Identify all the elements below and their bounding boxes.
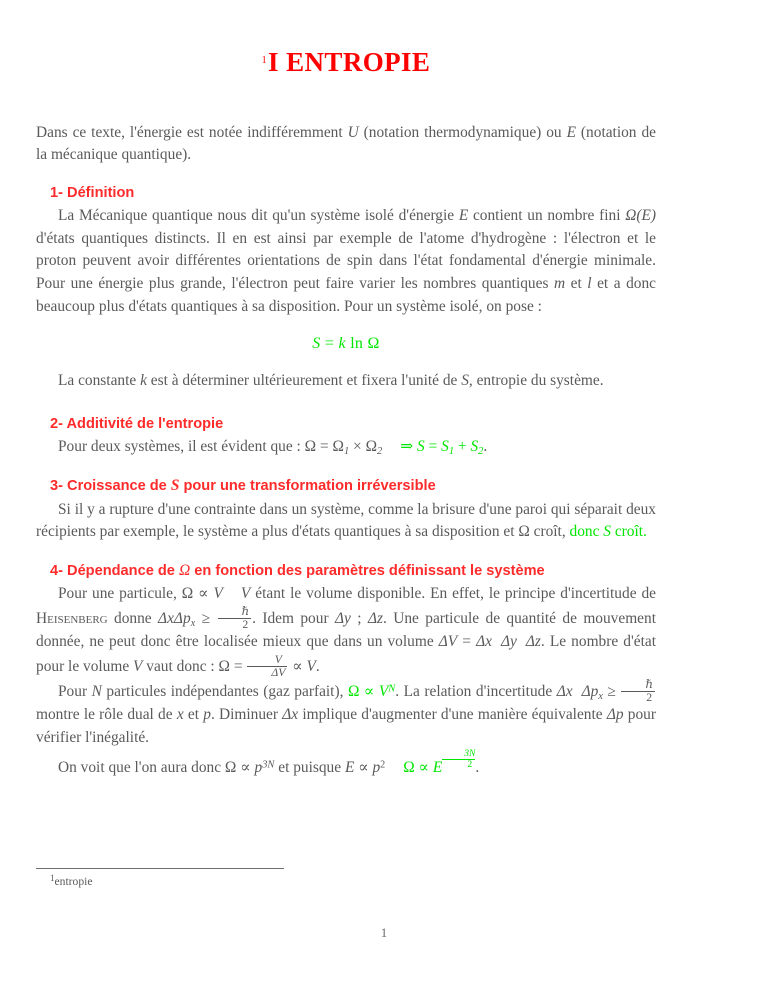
- symbol-e: E: [566, 123, 576, 141]
- s1-sym-e: E: [458, 207, 469, 225]
- s2-omega1: Ω: [332, 438, 344, 456]
- s4p1-omega: Ω: [181, 585, 194, 603]
- footnote-entry: [36, 873, 656, 889]
- section-heading-croissance: [36, 475, 656, 496]
- s3-t1: Si il y a rupture d'une contrainte dans un système, comme la brisure d'une paroi qui séparait deux récipients par exemple, le système a plus d'états quantiques à sa disposition et: [36, 500, 656, 541]
- s2-times: ×: [349, 438, 366, 456]
- section-1-paragraph: [36, 205, 656, 318]
- s4p2-t8: pour vérifier l'inégalité.: [36, 706, 656, 746]
- s4p1-frac-den: 2: [218, 618, 252, 631]
- section-4-paragraph-3: [36, 749, 656, 780]
- footnote-area: [36, 868, 656, 889]
- page-title: [36, 48, 656, 78]
- s1-sym-omega-e: Ω(E): [625, 207, 656, 225]
- intro-line2b: (notation de la mécanique quantique).: [36, 123, 656, 164]
- s2-omega2: Ω: [365, 438, 378, 456]
- s4p1-t6: ;: [350, 610, 368, 628]
- s4-heading-post: en fonction des paramètres définissant le système: [190, 562, 545, 579]
- s1-t1: La Mécanique quantique nous dit qu'un système isolé d'énergie: [58, 207, 459, 225]
- s4p1-t3: étant le volume disponible. En effet, le principe d'incertitude de: [250, 585, 656, 603]
- s4p2-frac-num: ℏ: [645, 677, 653, 691]
- footnote-divider: [36, 868, 284, 869]
- s4p1-v-over-dv: [247, 654, 287, 679]
- s4p3-p2-sup: 2: [380, 759, 386, 771]
- s2-equals: =: [316, 438, 333, 456]
- footnote-label: entropie: [54, 874, 93, 888]
- intro-line1a: Dans ce texte, l'énergie est notée indifféremment: [36, 123, 348, 141]
- s4p3-p-sup: 3N: [262, 759, 275, 771]
- section-3-paragraph: [36, 499, 656, 544]
- s3-green-a: donc: [569, 523, 604, 541]
- s4p2-green-v: V: [378, 682, 389, 700]
- s2-green-s: S: [417, 438, 425, 456]
- s4p3-omega: Ω: [224, 759, 237, 777]
- s4p3-green-exponent-fraction: [442, 749, 475, 769]
- s4p2-t6: . Diminuer: [210, 706, 283, 724]
- s3-green-s: S: [603, 523, 611, 541]
- s4p1-dp-sub: x: [190, 617, 196, 629]
- s2-green-s1-sub: 1: [448, 445, 455, 457]
- s4p2-p: p: [203, 706, 211, 724]
- s4p3-green-e: E: [432, 759, 443, 777]
- s4p2-dp: Δp: [581, 682, 599, 700]
- equation-entropy-boltzmann: [36, 335, 656, 353]
- s2-omega1-sub: 1: [343, 445, 350, 457]
- section-heading-dependance: [36, 560, 656, 582]
- section-4-paragraph-2: [36, 679, 656, 750]
- s1-sym-l: l: [587, 275, 592, 293]
- s4p1-frac2-num: V: [274, 653, 282, 666]
- eq-equals: =: [320, 335, 339, 353]
- s4p2-green-omega: Ω: [347, 682, 360, 700]
- s1a-t3: , entropie du système.: [468, 372, 604, 390]
- eq-ln: ln: [345, 335, 368, 353]
- s4p2-dx: Δx: [556, 682, 573, 700]
- s2-green-plus: +: [454, 438, 471, 456]
- s4p1-t1: Pour une particule,: [58, 585, 182, 603]
- s4p1-eq: =: [457, 633, 477, 651]
- s4p2-t7: implique d'augmenter d'une manière équivalente: [298, 706, 607, 724]
- s4p1-t4: donne: [107, 610, 159, 628]
- s4p1-prop2: ∝: [288, 658, 307, 676]
- section-4-paragraph-1: [36, 583, 656, 678]
- section-2-paragraph: [36, 436, 656, 459]
- s1a-sym-k: k: [140, 372, 147, 390]
- s4p3-green-sup-num: 3N: [464, 748, 476, 760]
- s4p1-frac-num: ℏ: [241, 605, 250, 619]
- s3-heading-pre: 3- Croissance de: [50, 478, 171, 495]
- s3-green-b: croît.: [611, 523, 647, 541]
- s1-sym-m: m: [553, 275, 566, 293]
- s4p1-dy2: Δy: [500, 633, 517, 651]
- s4p3-t3: .: [475, 759, 480, 777]
- s4p1-dV: ΔV: [438, 633, 458, 651]
- s4p1-t9: vaut donc :: [142, 658, 219, 676]
- s4p1-dz2: Δz: [525, 633, 541, 651]
- s4p1-dy: Δy: [334, 610, 351, 628]
- s4p2-ge: ≥: [602, 682, 621, 700]
- s4p1-prop: ∝: [193, 585, 214, 603]
- s4p1-v3: V: [133, 658, 143, 676]
- s4p1-v4: V: [306, 658, 316, 676]
- s4p2-n: N: [91, 682, 102, 700]
- s4p3-t1: On voit que l'on aura donc: [58, 759, 225, 777]
- s2-green-s2: S: [470, 438, 479, 456]
- footnote-marker: 1: [50, 873, 55, 883]
- s4p2-green-v-sup: N: [388, 683, 396, 695]
- s4p1-omega2: Ω: [218, 658, 230, 676]
- s4p1-t8: . Le nombre d'état pour le volume: [36, 633, 656, 676]
- s4p2-t3: . La relation d'incertitude: [395, 682, 557, 700]
- title-footnote-marker: 1: [261, 55, 268, 66]
- s4p3-prop2: ∝: [354, 759, 373, 777]
- eq-s: S: [312, 335, 321, 353]
- s4p1-dx: Δx: [158, 610, 174, 628]
- s2-green-s2-sub: 2: [478, 445, 484, 457]
- eq-omega: Ω: [367, 335, 380, 353]
- s1-t5: et a donc beaucoup plus d'états quantiques à sa disposition. Pour un système isolé, on pose :: [36, 275, 656, 315]
- s4p3-prop: ∝: [236, 759, 255, 777]
- section-1-after-paragraph: [36, 370, 656, 393]
- intro-line2a: ou: [546, 123, 567, 141]
- s4-heading-symbol-omega: Ω: [178, 561, 191, 579]
- s4-heading-pre: 4- Dépendance de: [50, 562, 179, 579]
- s4p1-t10: .: [315, 658, 320, 676]
- s3-omega: Ω: [518, 523, 530, 541]
- s4p3-p: p: [254, 759, 263, 777]
- s4p2-t2: particules indépendantes (gaz parfait),: [101, 682, 348, 700]
- s4p1-v: V: [213, 585, 223, 603]
- title-text: I ENTROPIE: [268, 47, 431, 77]
- s4p1-ge: ≥: [195, 610, 217, 628]
- s1-t4: et: [565, 275, 588, 293]
- s4p2-x: x: [176, 706, 184, 724]
- s4p1-name-heisenberg: Heisenberg: [36, 610, 108, 628]
- section-heading-definition: 1- Définition: [50, 184, 135, 201]
- symbol-u: U: [347, 123, 359, 141]
- s4p1-eq2: =: [229, 658, 247, 676]
- s4p3-green-prop: ∝: [414, 759, 433, 777]
- s3-heading-post: pour une transformation irréversible: [179, 478, 436, 495]
- s1a-t2: est à déterminer ultérieurement et fixera l'unité de: [146, 372, 462, 390]
- s4p2-dp2: Δp: [606, 706, 624, 724]
- s1a-sym-s: S: [461, 372, 469, 390]
- s4p3-p2: p: [372, 759, 381, 777]
- s4p2-frac-den: 2: [621, 691, 655, 704]
- s1-t3: d'états quantiques distincts. Il en est ainsi par exemple de l'atome d'hydrogène : l'électron et le proton peuvent avoir différentes orientations de spin dans l'état fondamental d'énergie minimale. Pour une énergie plus grande, l'électron peut faire varier les nombres quantiques: [36, 229, 656, 293]
- s4p1-dz: Δz: [367, 610, 383, 628]
- s4p1-hbar-over-2: [218, 606, 252, 631]
- s2-omega: Ω: [304, 438, 317, 456]
- s4p2-dp-sub: x: [598, 690, 603, 702]
- s3-t2: croît,: [529, 523, 570, 541]
- s4p1-t5: . Idem pour: [252, 610, 335, 628]
- s4p1-t7: . Une particule de quantité de mouvement donnée, ne peut donc être localisée mieux que dans un volume: [36, 610, 656, 651]
- s4p2-t5: et: [183, 706, 204, 724]
- page-number: 1: [380, 925, 388, 940]
- s4p2-t4: montre le rôle dual de: [36, 706, 177, 724]
- s4p3-e: E: [344, 759, 355, 777]
- s4p1-dp: Δp: [173, 610, 191, 628]
- intro-paragraph: [36, 122, 656, 167]
- s2-t1: Pour deux systèmes, il est évident que :: [58, 438, 305, 456]
- s4p3-green-sup-den: 2: [442, 759, 475, 770]
- s4p1-v2: V: [240, 585, 251, 603]
- s2-green-eq: =: [424, 438, 442, 456]
- s4p1-dx2: Δx: [476, 633, 492, 651]
- s4p3-green-omega: Ω: [403, 759, 415, 777]
- s3-heading-symbol-s: S: [170, 477, 180, 495]
- s4p2-hbar-over-2: [621, 679, 655, 704]
- s2-omega2-sub: 2: [377, 445, 383, 457]
- s2-green-arrow: ⇒: [400, 438, 418, 456]
- s4p2-t1: Pour: [58, 682, 92, 700]
- s1a-t1: La constante: [58, 372, 141, 390]
- s4p2-green-prop: ∝: [359, 682, 379, 700]
- section-heading-additivite: 2- Additivité de l'entropie: [50, 415, 224, 432]
- eq-k: k: [338, 335, 346, 353]
- s1-t2: contient un nombre fini: [468, 207, 626, 225]
- s2-green-s1: S: [441, 438, 449, 456]
- document-content: [36, 48, 656, 780]
- s2-period: .: [483, 438, 488, 456]
- s4p1-frac2-den: ΔV: [247, 666, 287, 679]
- s4p3-t2: et puisque: [274, 759, 345, 777]
- s4p2-dx2: Δx: [282, 706, 299, 724]
- intro-line1b: (notation thermodynamique): [358, 123, 542, 141]
